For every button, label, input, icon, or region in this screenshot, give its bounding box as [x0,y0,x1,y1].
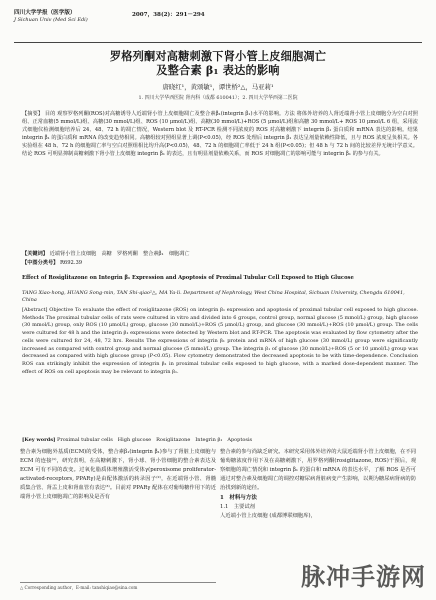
clc-number [22,259,418,267]
body-left-text: 整合素为细胞外基质(ECM)的受体，整合素β₁(integrin β₁)参与了肾脏上皮细胞与 ECM 的连接⁽¹⁾，研究表明，在高糖刺激下，肾小球、肾小管细胞的整合素表达及 ECM 可有不同的改变。过氧化脂质体增殖激活受体γ(peroxisome proliferator-activated-receptors, PPARγ)是由配体激活的转录因子⁽²⁾，在近端肾小管、肾髓质集合管、肾盂上皮和肾血管有表达⁽³⁾。目前对 PPARγ 配体在对葡萄糖作用下的近端肾小管上皮细胞凋亡的影响及是否有 [20,449,216,500]
paper-title [14,49,422,77]
volume-info: 2007，38(2)：291－294 [132,12,205,18]
keywords-en-label: [Key words] [22,437,56,443]
journal-header [14,8,422,43]
authors: 唐晓红¹，黄颂敏¹，谭世桥²△，马亚莉¹ [162,83,274,91]
abstract-en: [Abstract] Objective To evaluate the effect of rosiglitazone (ROS) on integrin β₁ expression and apoptosis of proximal tubular cell exposed to high glucose. Methods The proximal tubular cells of rats were cultured in vitro and divided into 6 groups, control group, normal glucose (5 mmol/L) group, high glucose (30 mmol/L) group, only ROS (10 μmol/L) group, glucose (30 mmol/L)+ROS (5 μmol/L) group, and glucose (30 mmol/L)+ROS (10 μmol/L) group. The cells were cultured for 48 h and the integrin β₁ expressions were detected by Western blot and RT-PCR. The apoptosis was evaluated by flow cytometry after the cells were cultured for 24, 48, 72 hrs. Results The expressions of integrin β₁ protein and mRNA of high glucose (30 mmol/L) group were significantly increased as compared with control group and normal glucose (5 mmol/L) group. The integrin β₁ of glucose (30 mmol/L)+ROS (5 or 10 μmol/L) group was decreased as compared with high glucose group (P<0.05). Flow cytometry demonstrated the decreased apoptosis to be with time-dependence. Conclusion ROS can strikingly inhibit the expression of integrin β₁ in proximal tubular cells exposed to high glucose, with a marked dose-dependent manner. The effect of ROS on cell apoptosis may be relevant to integrin β₁. [22,307,418,375]
clc-text: R692.39 [59,260,83,266]
body-column-left [20,448,216,502]
keywords-cn-text: 近端肾小管上皮细胞 高糖 罗格列酮 整合素β₁ 细胞凋亡 [49,251,190,257]
section-heading-1: 1 材料与方法 [220,495,257,501]
journal-name-cn: 四川大学学报（医学版） [14,10,76,16]
keywords-cn-label: 【关键词】 [22,251,48,257]
title-line-1: 罗格列酮对高糖刺激下肾小管上皮细胞凋亡 [109,49,327,63]
section-heading-1-1: 1.1 主要试剂 [220,504,255,510]
keywords-cn [22,250,418,258]
keywords-en-text: Proximal tubular cells High glucose Rosiglitazone Integrin β₁ Apoptosis [56,437,253,443]
abstract-cn: 【摘要】 目的 观察罗格列酮(ROS)对高糖诱导人近端肾小管上皮细胞凋亡及整合素β₁(integrin β₁)水平的影响。方法 将体外培养的人肾近端肾小管上皮细胞分为空白对照组、正常血糖(5 mmol/L)组、高糖(30 mmol/L)组、ROS (10 μmol/L)组、高糖(30 mmol/L)+ROS (5 μmol/L)组和高糖 30 mmol/L+ ROS 10 μmol/L 6 组，采用流式细胞仪检测细胞培养后 24、48、72 h 的凋亡情况，Western blot 及 RT-PCR 检测不同浓度的 ROS 对高糖刺激下 integrin β₁ 蛋白质和 mRNA 表达的影响。结果 integrin β₁ 的蛋白质和 mRNA 的改变趋势相同。高糖组较对照组显著上调(P<0.05)，经 ROS 处理后 integrin β₁ 表达呈剂量依赖性降低，且与 ROS 浓度呈负相关。各实验组在 48 h、72 h 的细胞凋亡率与空白对照组相比均升高(P<0.05)，48、72 h 的细胞凋亡率低于 24 h 组(P<0.05)；但 48 h 与 72 h 间的比较差异无统计学意义。结论 ROS 可明显抑制高糖刺激下肾小管上皮细胞 integrin β₁ 的表达，且有明显剂量依赖关系，而 ROS 对细胞凋亡的影响可能与 integrin β₁ 的参与有关。 [22,111,418,158]
english-authors: TANG Xiao-hong, HUANG Song-min, TAN Shi-qiao²△, MA Ya-li. Department of Nephrology, West China Hospital, Sichuan University, Chengdu 610041, China [22,290,405,303]
section-1-1-text: 人近端小管上皮细胞 (成都博联细胞库)， [220,513,316,519]
keywords-en [22,437,418,444]
title-line-2: 及整合素 β₁ 表达的影响 [156,63,280,77]
watermark: 脉冲手游网 [301,563,426,591]
english-title: Effect of Rosiglitazone on Integrin β₁ Expression and Apoptosis of Proximal Tubular Cell Exposed to High Glucose [22,275,354,281]
footnote: △ Corresponding author，E-mail: tanshiqiao@sina.com [20,582,216,591]
affiliation: 1. 四川大学华西医院 肾内科（成都 610041）；2. 四川大学华西第二医院 [138,95,298,101]
clc-label: 【中图分类号】 [22,260,59,266]
body-column-right [220,448,416,521]
journal-name-en: J Sichuan Univ (Med Sci Edi) [14,17,88,23]
body-right-text: 整合素的参与尚缺乏研究。本研究采用体外培养的大鼠近端肾小管上皮细胞，在不同葡萄糖浓度作用下及在高糖刺激下，用罗格列酮(rosiglitazone, ROS)干预后，观察细胞的凋亡情况和 integrin β₁ 的蛋白和 mRNA 的表达水平，了解 ROS 是否可通过对整合素及细胞凋亡的调控对糖尿病肾脏病变产生影响，以期为糖尿病肾病的防治找到新的途径。 [220,449,416,491]
